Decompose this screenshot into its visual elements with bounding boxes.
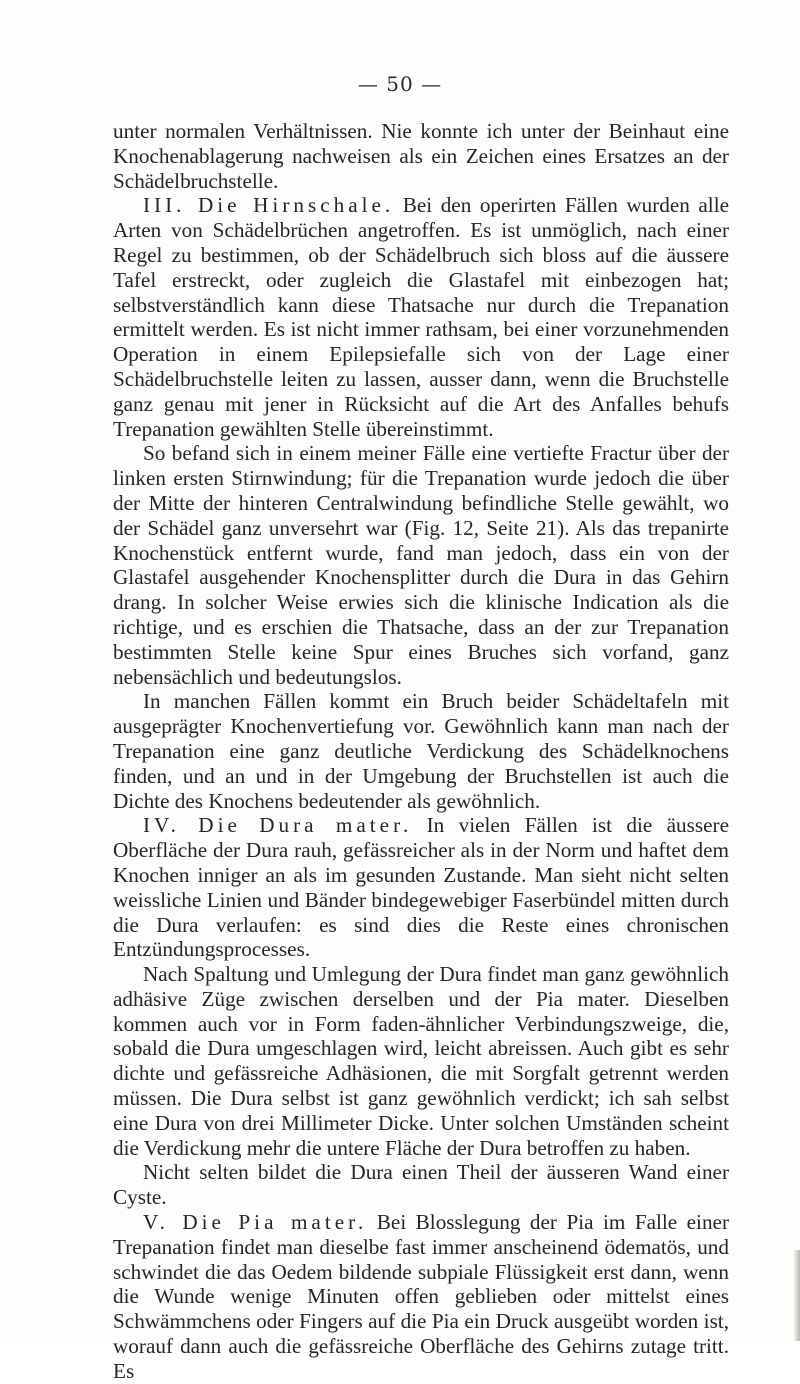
paragraph-pia-mater [113,1210,729,1384]
section-heading-dura-mater: IV. Die Dura mater. [143,813,413,838]
paragraph-hirnschale [113,193,729,441]
page-edge-shadow [794,1250,800,1341]
paragraph-6 [113,962,729,1160]
paragraph-1 [113,119,729,193]
page-number: — 50 — [357,72,443,96]
paragraph-6-text: Nach Spaltung und Umlegung der Dura findet man ganz gewöhnlich adhäsive Züge zwischen derselben und der Pia mater. Dieselben kommen auch vor in Form faden-ähnlicher Verbindungszweige, die, sobald die Dura umgeschlagen wird, leicht abreissen. Auch gibt es sehr dichte und gefässreiche Adhäsionen, die mit Sorgfalt getrennt werden müssen. Die Dura selbst ist ganz gewöhnlich verdickt; ich sah selbst eine Dura von drei Millimeter Dicke. Unter solchen Umständen scheint die Verdickung mehr die untere Fläche der Dura betroffen zu haben. [113,962,729,1160]
paragraph-4 [113,689,729,813]
section-heading-hirnschale: III. Die Hirnschale. [143,193,395,218]
body-text [113,119,729,1384]
paragraph-dura-mater-text: In vielen Fällen ist die äussere Oberfläche der Dura rauh, gefässreicher als in der Norm und haftet dem Knochen inniger an als im gesunden Zustande. Man sieht nicht selten weissliche Linien und Bänder bindegewebiger Faserbündel mitten durch die Dura verlaufen: es sind dies die Reste eines chronischen Entzündungsprocesses. [113,813,729,962]
paragraph-dura-mater [113,813,729,962]
paragraph-7 [113,1160,729,1210]
paragraph-4-text: In manchen Fällen kommt ein Bruch beider Schädeltafeln mit ausgeprägter Knochenvertiefung vor. Gewöhnlich kann man nach der Trepanation eine ganz deutliche Verdickung des Schädelknochens finden, und an und in der Umgebung der Bruchstellen ist auch die Dichte des Knochens bedeutender als gewöhnlich. [113,689,729,813]
paragraph-3-text: So befand sich in einem meiner Fälle eine vertiefte Fractur über der linken ersten Stirnwindung; für die Trepanation wurde jedoch die über der Mitte der hinteren Centralwindung befindliche Stelle gewählt, wo der Schädel ganz unversehrt war (Fig. 12, Seite 21). Als das trepanirte Knochenstück entfernt wurde, fand man jedoch, dass ein von der Glastafel ausgehender Knochensplitter durch die Dura in das Gehirn drang. In solcher Weise erwies sich die klinische Indication als die richtige, und es erschien die Thatsache, dass an der zur Trepanation bestimmten Stelle keine Spur eines Bruches sich vorfand, ganz nebensächlich und bedeutungslos. [113,441,729,689]
paragraph-7-text: Nicht selten bildet die Dura einen Theil der äusseren Wand einer Cyste. [113,1160,729,1210]
paragraph-3 [113,441,729,689]
paragraph-1-text: unter normalen Verhältnissen. Nie konnte ich unter der Beinhaut eine Knochenablagerung nachweisen als ein Zeichen eines Ersatzes an der Schädelbruchstelle. [113,119,729,193]
section-heading-pia-mater: V. Die Pia mater. [143,1210,368,1235]
paragraph-hirnschale-text: Bei den operirten Fällen wurden alle Arten von Schädelbrüchen angetroffen. Es ist unmöglich, nach einer Regel zu bestimmen, ob der Schädelbruch sich bloss auf die äussere Tafel erstreckt, oder zugleich die Glastafel mit einbezogen hat; selbstverständlich kann diese Thatsache nur durch die Trepanation ermittelt werden. Es ist nicht immer rathsam, bei einer vorzunehmenden Operation in einem Epilepsiefalle sich von der Lage einer Schädelbruchstelle leiten zu lassen, ausser dann, wenn die Bruchstelle ganz genau mit jener in Rücksicht auf die Art des Anfalles behufs Trepanation gewählten Stelle übereinstimmt. [113,193,729,441]
paragraph-pia-mater-text: Bei Blosslegung der Pia im Falle einer Trepanation findet man dieselbe fast immer anscheinend ödematös, und schwindet die das Oedem bildende subpiale Flüssigkeit erst dann, wenn die Wunde wenige Minuten offen geblieben oder mittelst eines Schwämmchens oder Fingers auf die Pia ein Druck ausgeübt worden ist, worauf dann auch die gefässreiche Oberfläche des Gehirns zutage tritt. Es [113,1210,729,1383]
